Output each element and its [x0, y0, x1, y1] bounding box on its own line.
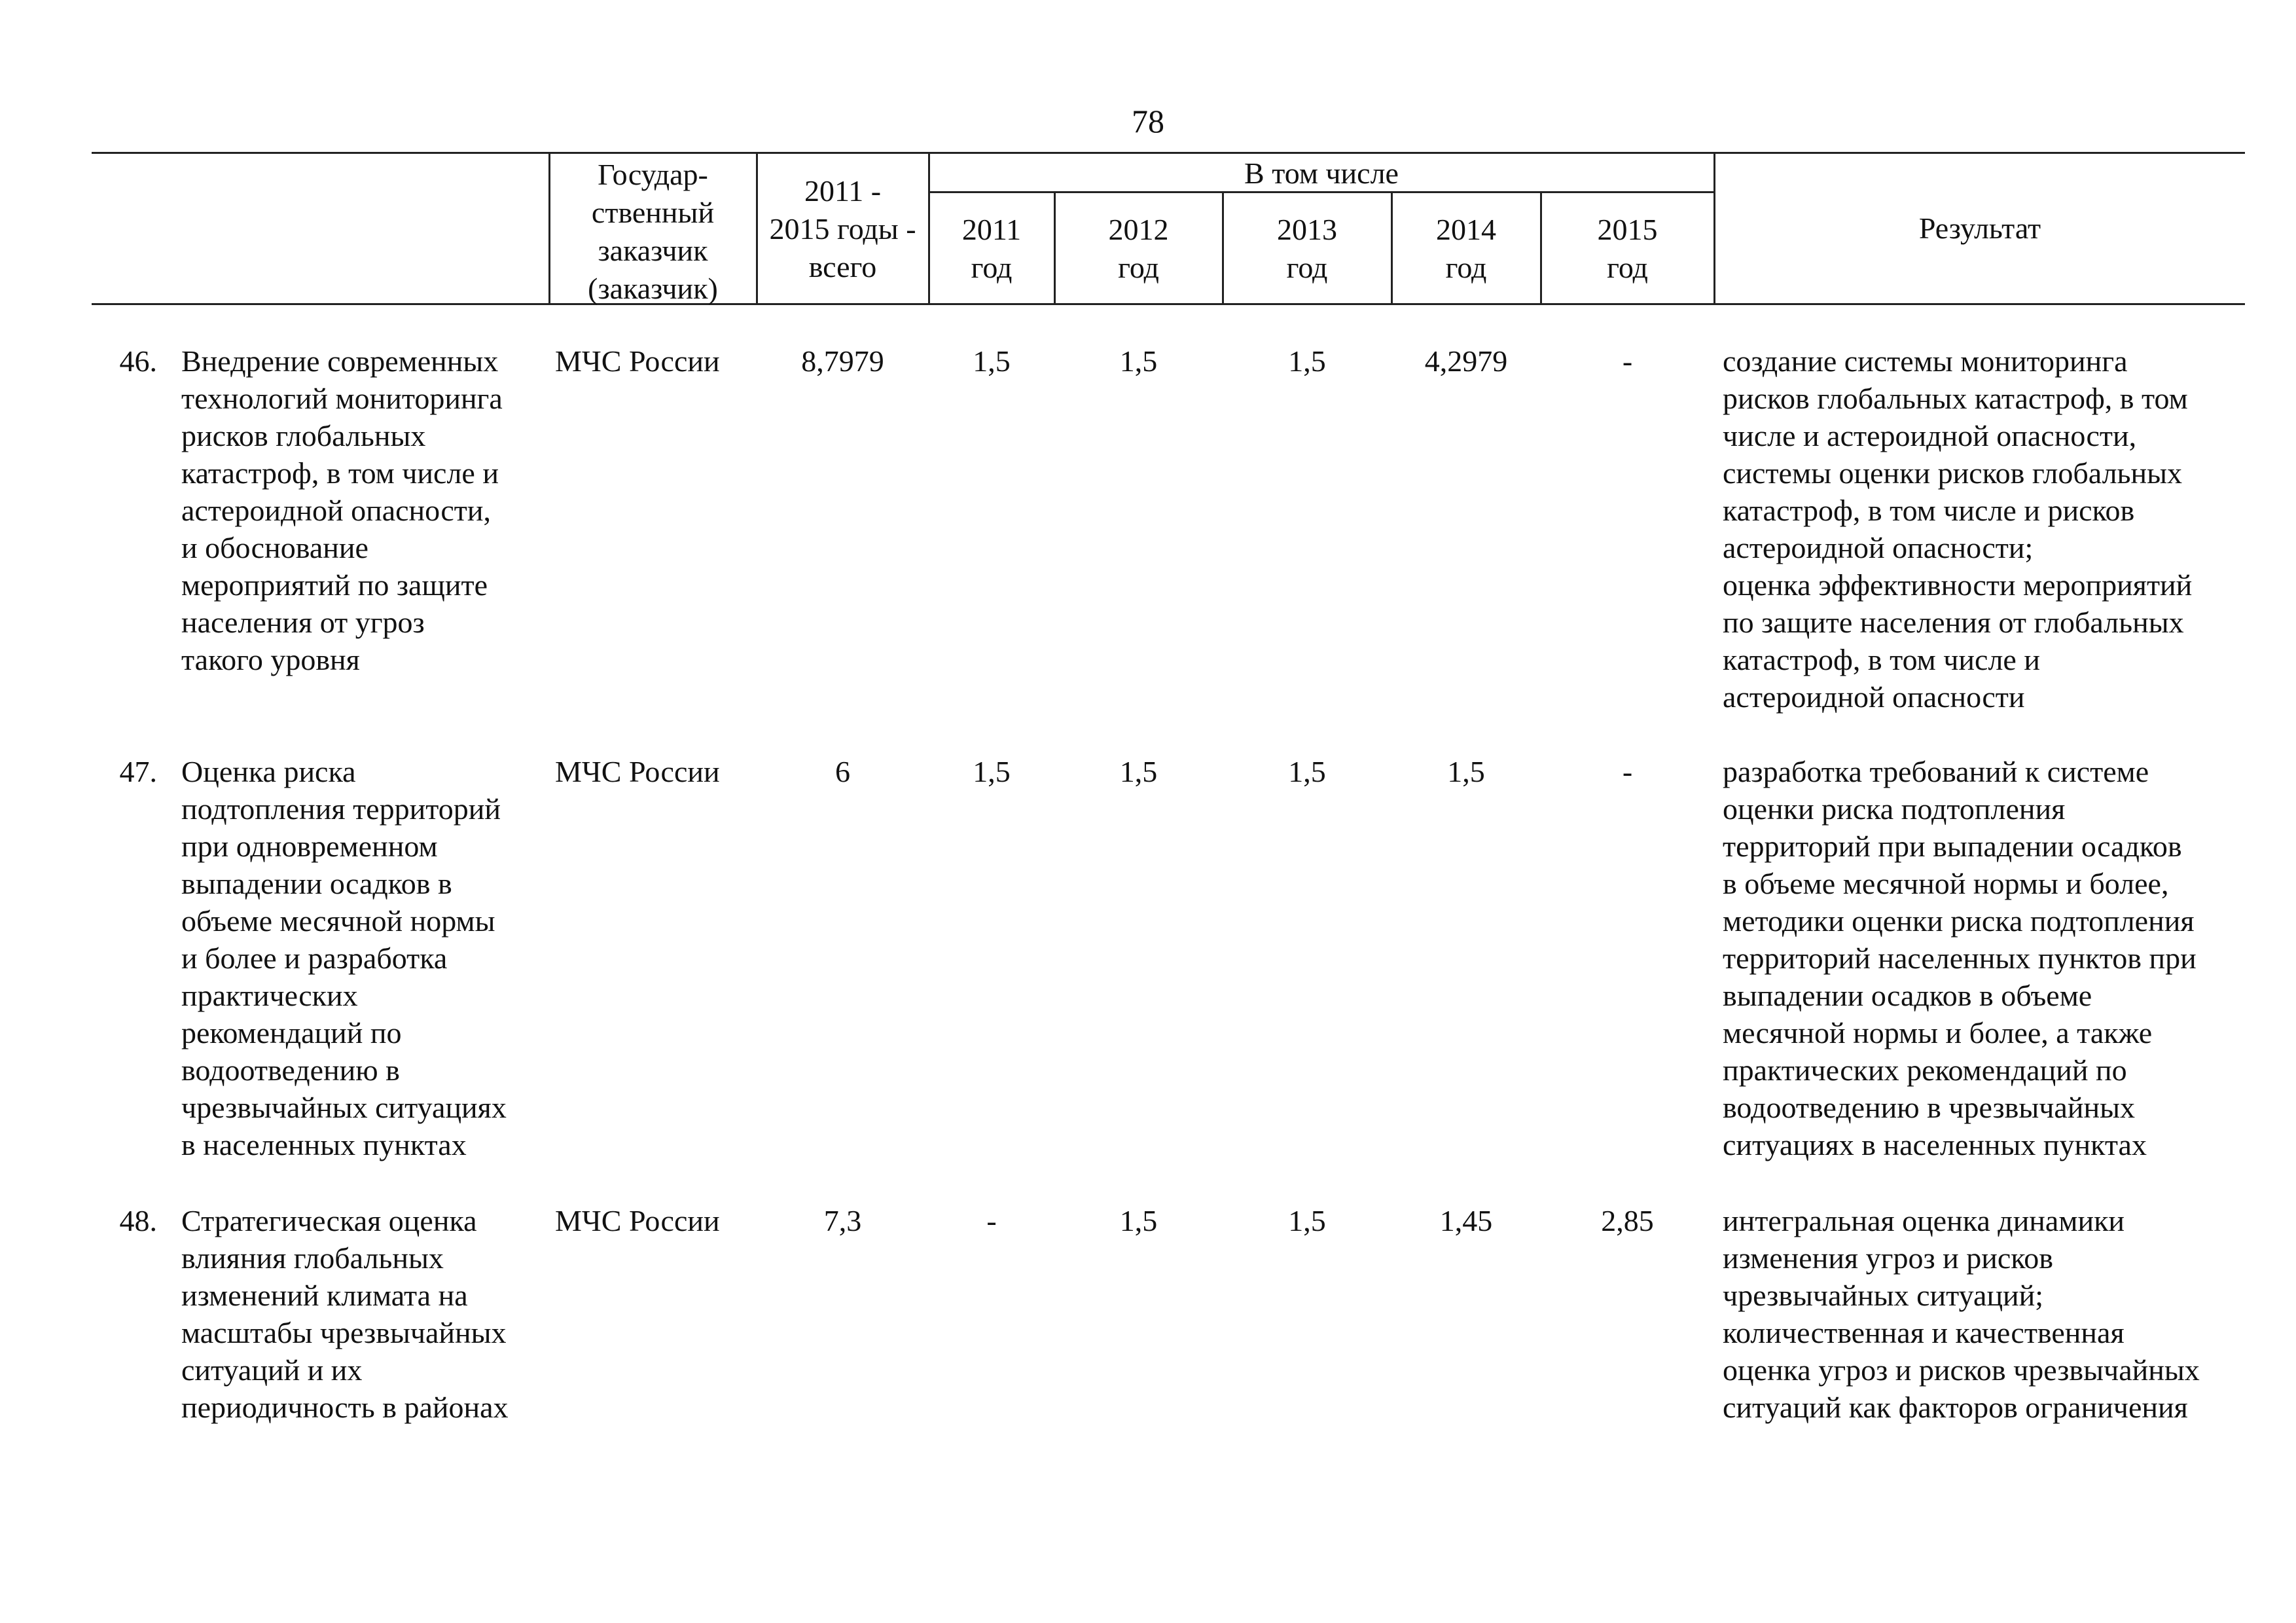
page-number: 78 — [1132, 103, 1164, 139]
header-customer: Государ- ственный заказчик (заказчик) — [588, 158, 718, 305]
row-result: интегральная оценка динамики изменения угроз и рисков чрезвычайных ситуаций; количественная и качественная оценка угроз и рисков чрезвычайных ситуаций как факторов ограничения — [1723, 1204, 2200, 1424]
header-year-2014: 2014 год — [1436, 213, 1496, 284]
header-result: Результат — [1918, 211, 2041, 245]
row-name: Оценка риска подтопления территорий при одновременном выпадении осадков в объеме месячной нормы и более и разработка практических рекомендаций по водоотведению в чрезвычайных ситуациях в населенных пунктах — [181, 755, 507, 1161]
row-number: 46. — [119, 344, 157, 378]
row-year-2014: 4,2979 — [1424, 344, 1508, 378]
row-year-2011: 1,5 — [973, 344, 1011, 378]
header-year-2015: 2015 год — [1597, 213, 1658, 284]
row-total: 6 — [835, 755, 850, 788]
row-year-2012: 1,5 — [1119, 344, 1158, 378]
row-year-2011: - — [986, 1204, 997, 1237]
header-year-2012: 2012 год — [1108, 213, 1169, 284]
header-year-2013: 2013 год — [1277, 213, 1337, 284]
row-total: 8,7979 — [801, 344, 884, 378]
row-total: 7,3 — [823, 1204, 862, 1237]
header-year-2011: 2011 год — [961, 213, 1022, 284]
row-year-2013: 1,5 — [1288, 344, 1326, 378]
table-top-rule — [92, 152, 2245, 154]
row-year-2011: 1,5 — [973, 755, 1011, 788]
row-name: Внедрение современных технологий мониторинга рисков глобальных катастроф, в том числе и астероидной опасности, и обоснование мероприятий по защите населения от угроз такого уровня — [181, 344, 503, 676]
header-bottom-rule — [92, 303, 2245, 305]
row-number: 47. — [119, 755, 157, 788]
header-including: В том числе — [1244, 156, 1399, 190]
row-year-2014: 1,45 — [1439, 1204, 1493, 1237]
row-year-2013: 1,5 — [1288, 1204, 1326, 1237]
row-customer: МЧС России — [555, 1204, 720, 1237]
row-year-2015: - — [1622, 344, 1633, 378]
row-year-2012: 1,5 — [1119, 1204, 1158, 1237]
row-year-2015: 2,85 — [1601, 1204, 1654, 1237]
row-year-2014: 1,5 — [1447, 755, 1485, 788]
row-year-2013: 1,5 — [1288, 755, 1326, 788]
row-year-2012: 1,5 — [1119, 755, 1158, 788]
header-total: 2011 - 2015 годы - всего — [769, 174, 916, 283]
row-customer: МЧС России — [555, 344, 720, 378]
row-number: 48. — [119, 1204, 157, 1237]
row-result: разработка требований к системе оценки риска подтопления территорий при выпадении осадков в объеме месячной нормы и более, методики оценки риска подтопления территорий населенных пунктов при выпадении осадков в объеме месячной нормы и более, а также практических рекомендаций по водоотведению в чрезвычайных ситуациях в населенных пунктах — [1723, 755, 2197, 1161]
row-result: создание системы мониторинга рисков глобальных катастроф, в том числе и астероидной опасности, системы оценки рисков глобальных катастроф, в том числе и рисков астероидной опасности; оценка эффективности мероприятий по защите населения от глобальных катастроф, в том числе и астероидной опасности — [1723, 344, 2193, 714]
row-name: Стратегическая оценка влияния глобальных изменений климата на масштабы чрезвычайных ситуаций и их периодичность в районах — [181, 1204, 509, 1424]
row-year-2015: - — [1622, 755, 1633, 788]
row-customer: МЧС России — [555, 755, 720, 788]
